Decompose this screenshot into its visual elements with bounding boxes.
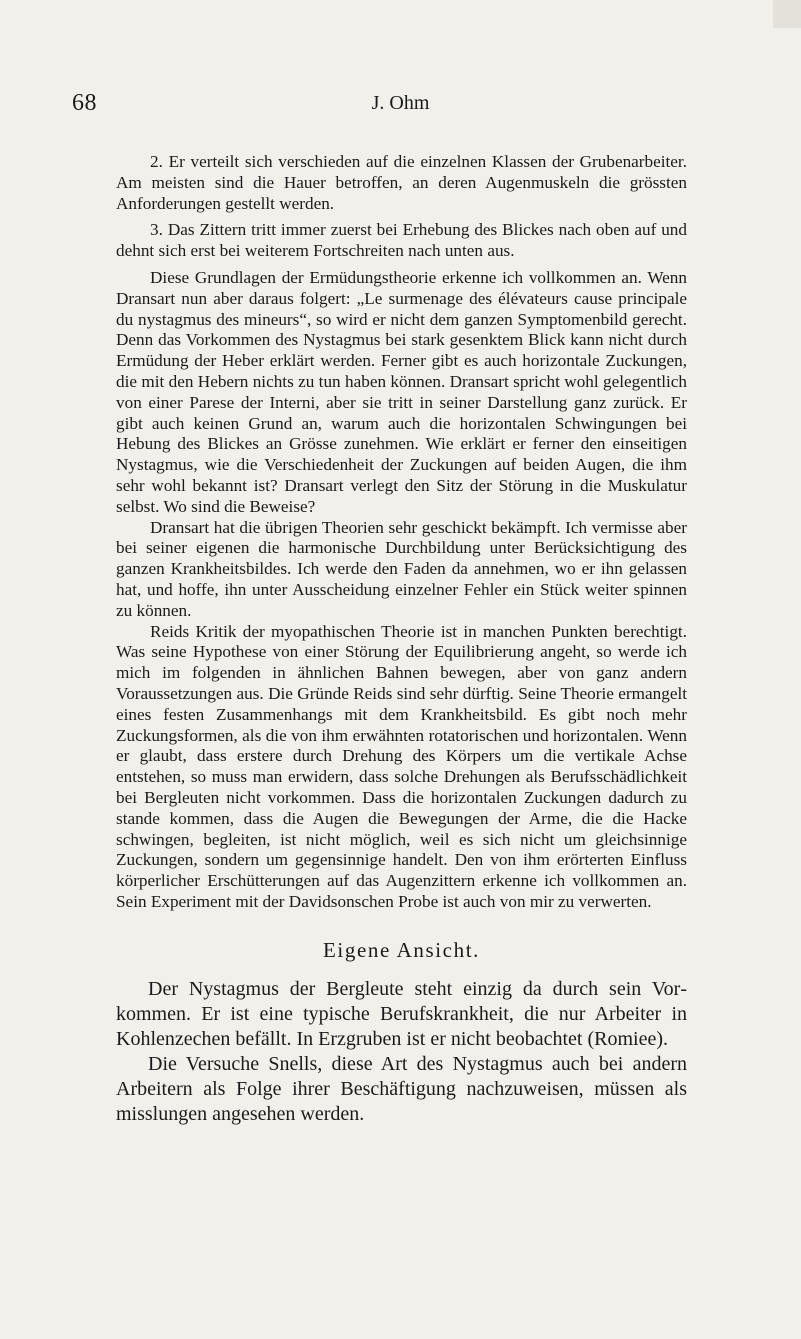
section-paragraph-2: Die Versuche Snells, diese Art des Nystagmus auch bei andern Arbeitern als Folge ihrer Beschäftigung nachzuweisen, müssen als misslungen angesehen werden. — [116, 1052, 687, 1125]
paragraph-fatigue-theory: Diese Grundlagen der Ermüdungstheorie erkenne ich vollkommen an. Wenn Dransart nun aber daraus folgert: „Le surmenage des élévateurs cause principale du nystagmus des mineurs“, so wird er nicht dem ganzen Symptomenbild gerecht. Denn das Vorkommen des Nystagmus bei stark gesenktem Blick kann nicht durch Ermüdung der Heber erklärt werden. Ferner gibt es auch horizontale Zuckungen, die mit den Hebern nichts zu tun haben können. Dransart spricht wohl gelegentlich von einer Parese der Interni, aber sie tritt in seiner Darstellung ganz zurück. Er gibt auch keinen Grund an, warum auch die horizontalen Schwingungen bei Hebung des Blickes an Grösse zunehmen. Wie erklärt er ferner den einseitigen Nystagmus, wie die Verschiedenheit der Zuckungen auf beiden Augen, die ihm sehr wohl bekannt ist? Dransart verlegt den Sitz der Störung in die Muskulatur selbst. Wo sind die Beweise? — [116, 267, 687, 516]
paragraph-dransart-critique: Dransart hat die übrigen Theorien sehr geschickt bekämpft. Ich vermisse aber bei seiner eigenen die harmonische Durchbildung unter Berücksichtigung des ganzen Krankheitsbildes. Ich werde den Faden da annehmen, wo er ihn gelassen hat, und hoffe, ihn unter Ausscheidung einzelner Fehler ein Stück weiter spinnen zu können. — [116, 517, 687, 620]
paragraph-point-3: 3. Das Zittern tritt immer zuerst bei Erhebung des Blickes nach oben auf und dehnt sich erst bei weiterem Fortschreiten nach unten aus. — [116, 220, 687, 261]
page-header — [72, 90, 729, 120]
main-text — [116, 152, 687, 1127]
paragraph-point-2: 2. Er verteilt sich verschieden auf die einzelnen Klassen der Grubenarbeiter. Am meisten sind die Hauer betroffen, an deren Augenmuskeln die grössten Anforderungen gestellt werden. — [116, 152, 687, 213]
paragraph-reid-critique: Reids Kritik der myopathischen Theorie ist in manchen Punkten berechtigt. Was seine Hypothese von einer Störung der Equilibrierung angeht, so werde ich mich im folgenden in ähnlichen Bahnen bewegen, aber von ganz andern Voraussetzungen aus. Die Gründe Reids sind sehr dürftig. Seine Theorie ermangelt eines festen Zusammenhangs mit dem Krankheitsbild. Es gibt noch mehr Zuckungsformen, als die von ihm erwähnten rotatorischen und horizontalen. Wenn er glaubt, dass erstere durch Drehung des Körpers um die vertikale Achse entstehen, so muss man erwidern, dass solche Drehungen als Berufsschädlichkeit bei Bergleuten nicht vorkommen. Dass die horizontalen Zuckungen dadurch zu stande kommen, dass die Augen die Bewegungen der Arme, die die Hacke schwingen, begleiten, ist nicht möglich, weil es sich nicht um gleichsinnige Zuckungen, sondern um gegensinnige handelt. Den von ihm erörterten Einfluss körperlicher Erschütterungen auf das Augenzittern erkenne ich vollkommen an. Sein Experiment mit der Davidsonschen Probe ist auch von mir zu verwerten. — [116, 621, 687, 911]
page-number: 68 — [72, 90, 97, 116]
section-paragraph-1: Der Nystagmus der Bergleute steht einzig da durch sein Vorkommen. Er ist eine typische Berufskrankheit, die nur Arbeiter in Kohlenzechen befällt. In Erzgruben ist er nicht beobachtet (Romiee). — [116, 977, 687, 1050]
section-heading: Eigene Ansicht. — [323, 937, 480, 962]
page-corner-shadow — [773, 0, 801, 28]
running-head: J. Ohm — [371, 92, 430, 114]
